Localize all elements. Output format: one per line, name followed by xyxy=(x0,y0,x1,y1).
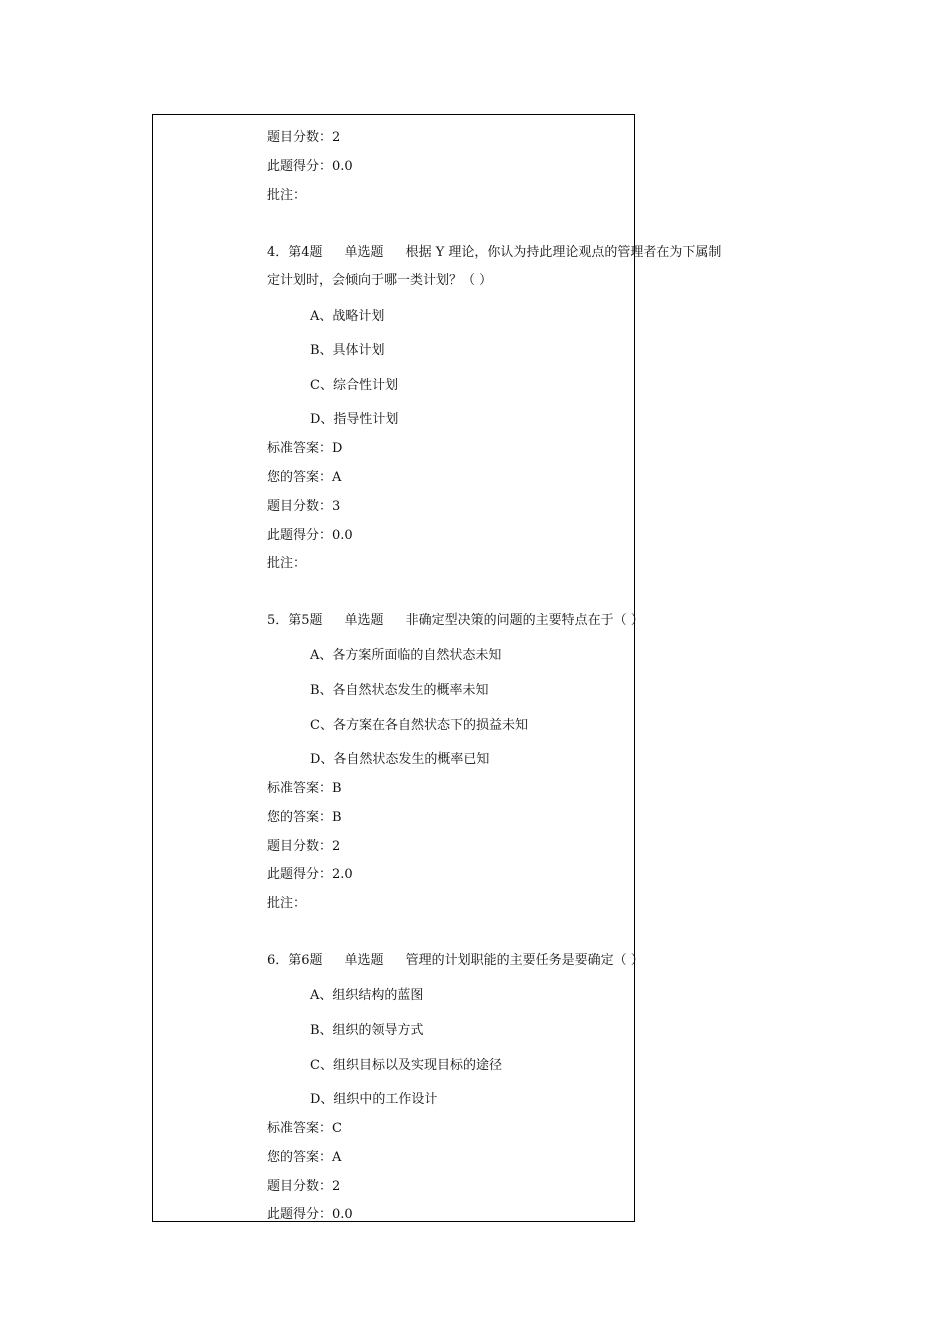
question-score: 题目分数：3 xyxy=(267,499,341,514)
option-d: D、指导性计划 xyxy=(310,412,399,427)
question-stem: 管理的计划职能的主要任务是要确定（ ） xyxy=(405,953,644,968)
question-type: 单选题 xyxy=(344,245,384,260)
option-d: D、各自然状态发生的概率已知 xyxy=(310,752,490,767)
option-a: A、各方案所面临的自然状态未知 xyxy=(310,648,502,663)
option-c: C、组织目标以及实现目标的途径 xyxy=(310,1058,502,1073)
option-b: B、具体计划 xyxy=(310,343,385,358)
option-d: D、组织中的工作设计 xyxy=(310,1092,438,1107)
question-number: 4．第4题 xyxy=(267,245,323,260)
your-answer: 您的答案：B xyxy=(267,810,342,825)
question-number: 6．第6题 xyxy=(267,953,323,968)
standard-answer: 标准答案：D xyxy=(267,441,343,456)
option-b: B、组织的领导方式 xyxy=(310,1023,424,1038)
question-score: 题目分数：2 xyxy=(267,1179,341,1194)
question-stem: 根据 Y 理论，你认为持此理论观点的管理者在为下属制 xyxy=(405,245,722,260)
question-note: 批注： xyxy=(267,896,307,911)
option-b: B、各自然状态发生的概率未知 xyxy=(310,683,489,698)
question-type: 单选题 xyxy=(344,613,384,628)
option-c: C、综合性计划 xyxy=(310,378,398,393)
question-number: 5．第5题 xyxy=(267,613,323,628)
question-got: 此题得分：0.0 xyxy=(267,528,353,543)
your-answer: 您的答案：A xyxy=(267,470,342,485)
question-stem-cont: 定计划时，会倾向于哪一类计划？（ ） xyxy=(267,273,493,288)
question-type: 单选题 xyxy=(344,953,384,968)
option-a: A、战略计划 xyxy=(310,309,385,324)
score-line: 题目分数：2 xyxy=(267,130,341,145)
note-line: 批注： xyxy=(267,188,307,203)
got-line: 此题得分：0.0 xyxy=(267,159,353,174)
standard-answer: 标准答案：C xyxy=(267,1121,342,1136)
option-a: A、组织结构的蓝图 xyxy=(310,988,424,1003)
question-4-header xyxy=(267,245,721,261)
question-got: 此题得分：2.0 xyxy=(267,867,353,882)
question-5-header xyxy=(267,613,644,629)
standard-answer: 标准答案：B xyxy=(267,781,342,796)
question-stem: 非确定型决策的问题的主要特点在于（ ） xyxy=(405,613,644,628)
question-6-header xyxy=(267,953,644,969)
option-c: C、各方案在各自然状态下的损益未知 xyxy=(310,718,528,733)
question-got: 此题得分：0.0 xyxy=(267,1207,353,1222)
your-answer: 您的答案：A xyxy=(267,1150,342,1165)
question-score: 题目分数：2 xyxy=(267,839,341,854)
question-note: 批注： xyxy=(267,556,307,571)
